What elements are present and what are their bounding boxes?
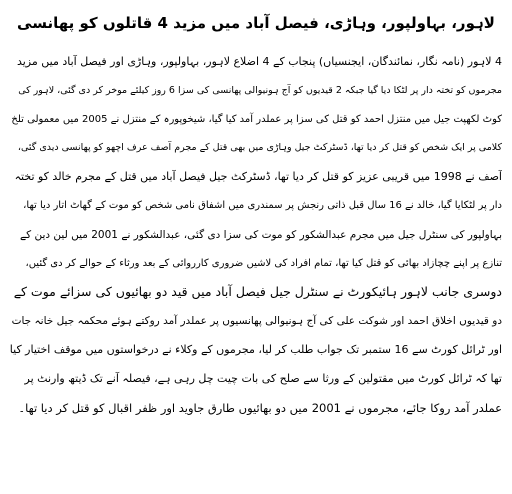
article-line: دو قیدیوں اخلاق احمد اور شوکت علی کی آج ہونیوالی پھانسیوں پر عملدر آمد روکتے ہوئے محکمہ جیل خانہ جات	[11, 315, 502, 328]
article-line: تھا کہ ٹرائل کورٹ میں مقتولین کے ورثا سے صلح کی بات چیت چل رہی ہے، فیصلہ آنے تک ڈیتھ وارنٹ پر	[24, 371, 502, 385]
article-line: تنازع پر اپنے چچازاد بھائی کو قتل کیا تھا، تمام افراد کی لاشیں ضروری کارروائی کے بعد ورثاء کے حوالے کر دی گئیں،	[25, 257, 502, 269]
article-line: دوسری جانب لاہور ہائیکورٹ نے سنٹرل جیل فیصل آباد میں قید دو بھائیوں کی سزائے موت کے	[13, 284, 502, 300]
article-line: کلامی پر ایک شخص کو قتل کر دیا تھا، ڈسٹرکٹ جیل وہاڑی میں بھی قتل کے مجرم آصف عرف اچھو کو پھانسی دیدی گئی،	[17, 142, 502, 154]
article-body	[10, 48, 502, 422]
article-line: دار پر لٹکایا گیا، خالد نے 16 سال قبل ذاتی رنجش پر سمندری میں اشفاق نامی شخص کو موت کے گھاٹ اتار دیا تھا،	[23, 199, 502, 211]
headline: لاہور، بہاولپور، وہاڑی، فیصل آباد میں مزید 4 قاتلوں کو پھانسی	[17, 14, 495, 32]
article-line: 4 لاہور (نامہ نگار، نمائندگان، ایجنسیاں) پنجاب کے 4 اضلاع لاہور، بہاولپور، وہاڑی اور فیصل آباد میں مزید	[16, 55, 502, 68]
article-line: کوٹ لکھپت جیل میں منتزل احمد کو قتل کی سزا پر عملدر آمد کیا گیا، شیخوپورہ کے منتزل نے 2005 میں معمولی تلخ	[11, 113, 502, 125]
news-article	[10, 8, 502, 422]
article-line: آصف نے 1998 میں قریبی عزیز کو قتل کر دیا تھا، ڈسٹرکٹ جیل فیصل آباد میں قتل کے مجرم خالد کو تختہ	[14, 170, 502, 184]
article-line: عملدر آمد روکا جائے، مجرموں نے 2001 میں دو بھائیوں طارق جاوید اور ظفر اقبال کو قتل کر دیا تھا۔	[18, 400, 502, 415]
article-line: اور ٹرائل کورٹ سے 16 ستمبر تک جواب طلب کر لیا، مجرموں کے وکلاء نے درخواستوں میں موقف اختیار کیا	[10, 342, 502, 356]
article-line: مجرموں کو تختہ دار پر لٹکا دیا گیا جبکہ 2 قیدیوں کو آج ہونیوالی پھانسی کی سزا 6 روز کیلئے موخر کر دی گئی، لاہور کی	[18, 84, 502, 96]
article-line: بہاولپور کی سنٹرل جیل میں مجرم عبدالشکور کو موت کی سزا دی گئی، عبدالشکور نے 2001 میں لین دین کے	[20, 228, 502, 241]
